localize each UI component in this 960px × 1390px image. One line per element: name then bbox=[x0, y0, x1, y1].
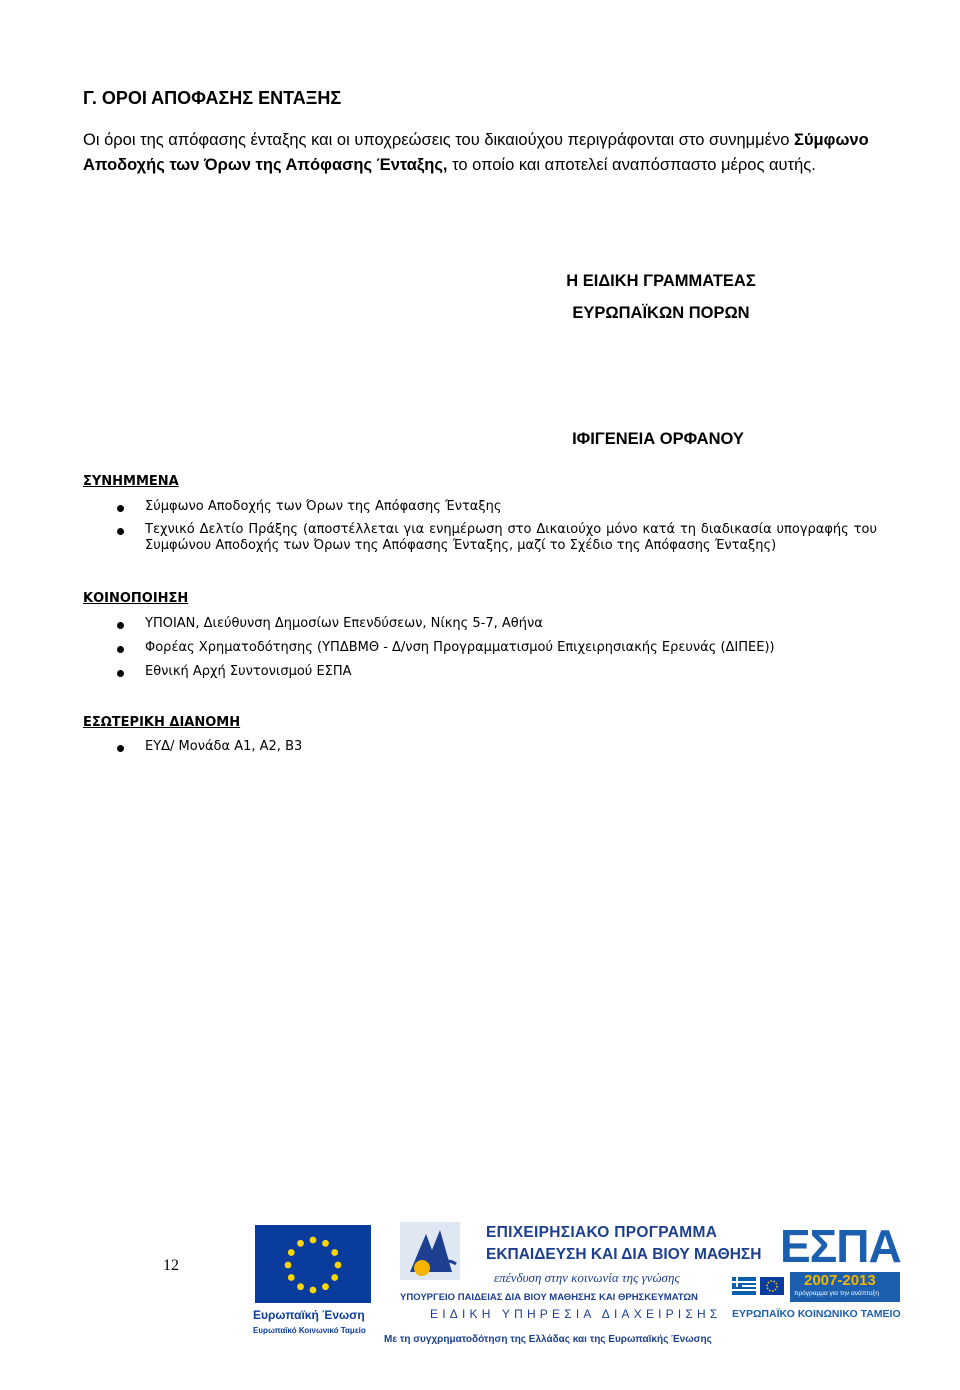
bullet bbox=[117, 670, 124, 677]
bullet bbox=[117, 646, 124, 653]
espa-fund: ΕΥΡΩΠΑΪΚΟ ΚΟΙΝΩΝΙΚΟ ΤΑΜΕΙΟ bbox=[732, 1308, 901, 1320]
eu-fund: Ευρωπαϊκό Κοινωνικό Ταμείο bbox=[253, 1326, 366, 1335]
intro-paragraph: Οι όροι της απόφασης ένταξης και οι υποχρεώσεις του δικαιούχου περιγράφονται στο συνημμένο Σύμφωνο Αποδοχής των Όρων της Απόφασης Ένταξης, το οποίο και αποτελεί αναπόσπαστο μέρος αυτής. bbox=[83, 131, 869, 174]
programme-slogan: επένδυση στην κοινωνία της γνώσης bbox=[494, 1270, 680, 1285]
signatory-title-line1: Η ΕΙΔΙΚΗ ΓΡΑΜΜΑΤΕΑΣ bbox=[566, 272, 756, 290]
eu-flag-icon bbox=[255, 1225, 371, 1303]
list-item: Σύμφωνο Αποδοχής των Όρων της Απόφασης Ένταξης bbox=[145, 499, 502, 514]
bullet bbox=[117, 622, 124, 629]
programme-name: ΕΚΠΑΙΔΕΥΣΗ ΚΑΙ ΔΙΑ ΒΙΟΥ ΜΑΘΗΣΗ bbox=[486, 1246, 762, 1263]
list-item: Φορέας Χρηματοδότησης (ΥΠΔΒΜΘ - Δ/νση Προγραμματισμού Επιχειρησιακής Ερευνάς (ΔΙΠΕΕ)) bbox=[145, 640, 775, 655]
espa-years: 2007-2013 bbox=[804, 1272, 876, 1289]
intro-bold-phrase: Σύμφωνο Αποδοχής των Όρων της Απόφασης Ένταξης, bbox=[83, 131, 869, 174]
cofinance-statement: Με τη συγχρηματοδότηση της Ελλάδας και της Ευρωπαϊκής Ένωσης bbox=[384, 1334, 712, 1345]
espa-slogan: πρόγραμμα για την ανάπτυξη bbox=[794, 1290, 879, 1297]
ministry-name: ΥΠΟΥΡΓΕΙΟ ΠΑΙΔΕΙΑΣ ΔΙΑ ΒΙΟΥ ΜΑΘΗΣΗΣ ΚΑΙ ΘΡΗΣΚΕΥΜΑΤΩΝ bbox=[400, 1292, 698, 1303]
flags-icon bbox=[732, 1277, 786, 1299]
managing-authority: ΕΙΔΙΚΗ ΥΠΗΡΕΣΙΑ ΔΙΑΧΕΙΡΙΣΗΣ bbox=[430, 1307, 722, 1321]
internal-distribution-heading: ΕΣΩΤΕΡΙΚΗ ΔΙΑΝΟΜΗ bbox=[83, 715, 241, 730]
programme-title: ΕΠΙΧΕΙΡΗΣΙΑΚΟ ΠΡΟΓΡΑΜΜΑ bbox=[486, 1224, 718, 1241]
list-item: Τεχνικό Δελτίο Πράξης (αποστέλλεται για ενημέρωση στο Δικαιούχο μόνο κατά τη διαδικασία υπογραφής του Συμφώνου Αποδοχής των Όρων της Απόφασης Ένταξης, μαζί το Σχέδιο της Απόφασης Ένταξης) bbox=[145, 522, 877, 553]
programme-emblem-icon bbox=[382, 1220, 482, 1302]
espa-wordmark: ΕΣΠΑ bbox=[780, 1220, 901, 1272]
page-number: 12 bbox=[163, 1257, 179, 1274]
signatory-name: ΙΦΙΓΕΝΕΙΑ ΟΡΦΑΝΟΥ bbox=[572, 430, 744, 448]
section-heading: Γ. ΟΡΟΙ ΑΠΟΦΑΣΗΣ ΕΝΤΑΞΗΣ bbox=[83, 88, 342, 108]
espa-logo bbox=[730, 1220, 901, 1325]
bullet bbox=[117, 745, 124, 752]
bullet bbox=[117, 505, 124, 512]
list-item: ΕΥΔ/ Μονάδα Α1, Α2, Β3 bbox=[145, 739, 303, 754]
eu-name: Ευρωπαϊκή Ένωση bbox=[253, 1308, 365, 1322]
signatory-title-line2: ΕΥΡΩΠΑΪΚΩΝ ΠΟΡΩΝ bbox=[572, 304, 750, 322]
eu-logo bbox=[253, 1225, 373, 1343]
attachments-heading: ΣΥΝΗΜΜΕΝΑ bbox=[83, 474, 179, 489]
operational-programme-logo bbox=[382, 1218, 762, 1348]
notification-heading: ΚΟΙΝΟΠΟΙΗΣΗ bbox=[83, 591, 189, 606]
bullet bbox=[117, 528, 124, 535]
list-item: Εθνική Αρχή Συντονισμού ΕΣΠΑ bbox=[145, 664, 352, 679]
list-item: ΥΠΟΙΑΝ, Διεύθυνση Δημοσίων Επενδύσεων, Νίκης 5-7, Αθήνα bbox=[145, 616, 543, 631]
espa-band bbox=[790, 1272, 900, 1302]
